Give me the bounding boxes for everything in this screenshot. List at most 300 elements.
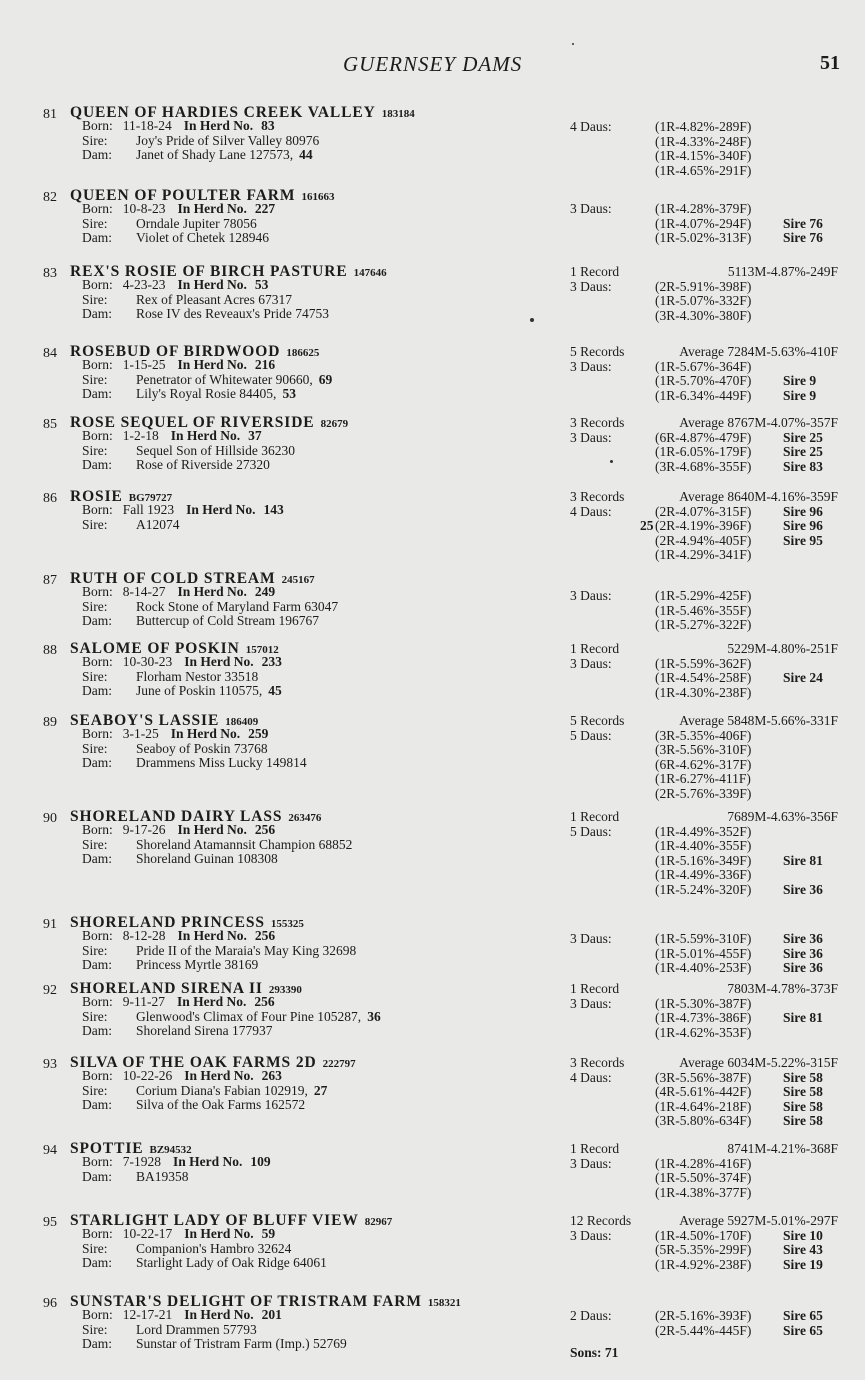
sire-line: [82, 373, 332, 388]
born-label: Born:: [82, 726, 113, 741]
daughter-record-value: (1R-5.70%-470F): [655, 373, 752, 389]
herd-number: 83: [261, 118, 275, 133]
entry-number: 90: [43, 811, 57, 826]
herd-label: In Herd No.: [177, 277, 247, 292]
sire-sire-number: 36: [367, 1008, 381, 1024]
registration-number: 245167: [281, 574, 315, 586]
pedigree-lines: [82, 503, 284, 532]
daughter-record-value: (3R-4.68%-355F): [655, 458, 752, 474]
pedigree-lines: [82, 119, 319, 163]
born-date: 1-15-25: [122, 357, 166, 372]
sire-line: [82, 444, 295, 459]
daughter-record-value: (1R-5.01%-455F): [655, 945, 752, 961]
dam-label: Dam:: [82, 147, 112, 163]
dam-parent-name: Lily's Royal Rosie 84405,: [136, 386, 277, 402]
dam-label: Dam:: [82, 1255, 112, 1271]
record-summary: [570, 982, 838, 997]
pedigree-lines: [82, 995, 381, 1039]
pedigree-lines: [82, 655, 282, 699]
sons-count: Sons: 71: [570, 1345, 619, 1361]
born-date: 10-22-26: [122, 1068, 173, 1083]
print-speck: [530, 318, 534, 322]
record-summary: [570, 490, 838, 505]
entry-number: 92: [43, 983, 57, 998]
sire-line: [82, 1084, 327, 1099]
page-title: GUERNSEY DAMS: [343, 52, 523, 76]
daughter-sire: Sire 83: [783, 458, 823, 474]
sire-label: Sire:: [82, 668, 108, 684]
record-average: Average 8640M-4.16%-359F: [679, 489, 838, 504]
print-speck: [610, 460, 613, 463]
born-label: Born:: [82, 584, 113, 599]
born-label: Born:: [82, 201, 113, 216]
daughter-sire: Sire 19: [783, 1256, 823, 1272]
record-average: Average 7284M-5.63%-410F: [679, 344, 838, 359]
entry-number: 84: [43, 346, 57, 361]
sire-label: Sire:: [82, 132, 108, 148]
daughter-record-value: (1R-5.46%-355F): [655, 602, 752, 618]
dam-parent-name: Shoreland Sirena 177937: [136, 1023, 273, 1039]
daughter-sire: Sire 36: [783, 931, 823, 946]
dam-label: Dam:: [82, 957, 112, 973]
daughters-label: 3 Daus:: [570, 588, 612, 603]
page-number: 51: [820, 52, 840, 74]
daughters-label: 3 Daus:: [570, 429, 612, 445]
daughter-record-value: (1R-4.64%-218F): [655, 1098, 752, 1114]
daughter-sire: Sire 95: [783, 532, 823, 548]
sire-name: Sequel Son of Hillside 36230: [136, 442, 295, 458]
daughter-sire: Sire 43: [783, 1242, 823, 1258]
daughter-record-value: (1R-4.82%-289F): [655, 119, 752, 134]
herd-number: 256: [254, 928, 276, 943]
daughter-record-value: (1R-4.29%-341F): [655, 547, 752, 563]
sire-line: [82, 293, 329, 308]
sire-label: Sire:: [82, 215, 108, 231]
herd-number: 109: [250, 1154, 271, 1169]
pedigree-lines: [82, 429, 295, 473]
daughter-sire: Sire 25: [783, 429, 823, 445]
dam-label: Dam:: [82, 1336, 112, 1352]
daughter-record-value: (1R-4.92%-238F): [655, 1256, 752, 1272]
dam-line: [82, 852, 352, 867]
born-line: [82, 1308, 347, 1323]
herd-label: In Herd No.: [170, 726, 241, 741]
daughter-record-value: (1R-5.07%-332F): [655, 293, 752, 309]
registration-number: 186625: [286, 347, 320, 359]
dam-line: [82, 1098, 327, 1113]
born-label: Born:: [82, 1226, 113, 1241]
born-date: Fall 1923: [122, 502, 175, 517]
sire-name: Orndale Jupiter 78056: [136, 215, 257, 231]
sire-label: Sire:: [82, 442, 108, 458]
herd-label: In Herd No.: [170, 428, 241, 443]
dam-sire-number: 45: [268, 683, 282, 699]
dam-label: Dam:: [82, 1097, 112, 1113]
daughter-record-value: (3R-5.35%-406F): [655, 727, 752, 743]
pedigree-lines: [82, 1069, 327, 1113]
dam-line: [82, 1337, 347, 1352]
daughters-label: 4 Daus:: [570, 119, 612, 134]
daughter-record-value: (1R-5.24%-320F): [655, 881, 752, 897]
sire-label: Sire:: [82, 1008, 108, 1024]
herd-label: In Herd No.: [183, 118, 254, 133]
record-average: Average 5927M-5.01%-297F: [679, 1213, 838, 1228]
born-line: [82, 995, 381, 1010]
herd-label: In Herd No.: [184, 1307, 254, 1322]
daughter-record-value: (6R-4.87%-479F): [655, 429, 752, 445]
born-line: [82, 358, 332, 373]
entry-number: 89: [43, 715, 57, 730]
daughter-record-value: (1R-5.29%-425F): [655, 588, 752, 603]
daughter-record-value: (1R-4.49%-352F): [655, 823, 752, 839]
sire-label: Sire:: [82, 598, 108, 614]
daughters-label: 3 Daus:: [570, 655, 612, 671]
daughter-sire: Sire 58: [783, 1084, 823, 1100]
dam-parent-name: Rose of Riverside 27320: [136, 457, 270, 473]
registration-number: BZ94532: [149, 1144, 192, 1156]
daughter-sire: Sire 96: [783, 518, 823, 534]
daughter-record-value: (5R-5.35%-299F): [655, 1242, 752, 1258]
sire-name: Florham Nestor 33518: [136, 668, 259, 684]
daughter-record-value: (1R-5.50%-374F): [655, 1170, 752, 1186]
dam-parent-name: Violet of Chetek 128946: [136, 230, 270, 246]
daughter-sire: Sire 58: [783, 1113, 823, 1129]
dam-parent-name: Silva of the Oak Farms 162572: [136, 1097, 306, 1113]
print-speck: [572, 43, 574, 45]
entry-number: 88: [43, 643, 57, 658]
pedigree-lines: [82, 585, 338, 629]
sire-name: Corium Diana's Fabian 102919,: [136, 1082, 308, 1098]
record-average: Average 8767M-4.07%-357F: [679, 415, 838, 430]
dam-parent-name: June of Poskin 110575,: [136, 683, 263, 699]
entry-number: 83: [43, 266, 57, 281]
daughter-record-value: (2R-4.94%-405F): [655, 532, 752, 548]
born-date: 8-14-27: [122, 584, 166, 599]
daughter-record-value: (1R-4.07%-294F): [655, 215, 752, 231]
dam-sire-number: 53: [282, 386, 296, 402]
daughters-label: 4 Daus:: [570, 1069, 612, 1085]
registration-number: 263476: [288, 812, 322, 824]
born-date: 9-11-27: [122, 994, 166, 1009]
dam-parent-name: Buttercup of Cold Stream 196767: [136, 613, 319, 629]
record-summary: [570, 265, 838, 280]
record-summary: [570, 345, 838, 360]
record-average: Average 6034M-5.22%-315F: [679, 1055, 838, 1070]
daughter-record-value: (6R-4.62%-317F): [655, 756, 752, 772]
daughter-record-value: (4R-5.61%-442F): [655, 1084, 752, 1100]
born-date: 4-23-23: [122, 277, 166, 292]
dam-line: [82, 756, 307, 771]
record-average: 5229M-4.80%-251F: [727, 641, 838, 656]
pedigree-lines: [82, 727, 307, 771]
daughter-record-value: (1R-6.27%-411F): [655, 771, 751, 787]
entry-number: 96: [43, 1296, 57, 1311]
daughter-record-value: (1R-4.38%-377F): [655, 1184, 752, 1200]
herd-number: 227: [254, 201, 276, 216]
entry-number: 85: [43, 417, 57, 432]
daughter-sire: Sire 25: [783, 444, 823, 460]
dam-name-text: SEABOY'S LASSIE: [70, 712, 220, 729]
dam-name-text: ROSEBUD OF BIRDWOOD: [70, 343, 281, 360]
daughters-label: 3 Daus:: [570, 278, 612, 294]
sire-label: Sire:: [82, 740, 108, 756]
daughter-sire: Sire 58: [783, 1098, 823, 1114]
daughter-record-value: (3R-5.80%-634F): [655, 1113, 752, 1129]
sire-label: Sire:: [82, 516, 108, 532]
pedigree-lines: [82, 202, 275, 246]
pedigree-lines: [82, 823, 352, 867]
dam-line: [82, 614, 338, 629]
daughters-label: 3 Daus:: [570, 995, 612, 1011]
dam-parent-name: BA19358: [136, 1168, 189, 1184]
herd-label: In Herd No.: [184, 654, 254, 669]
daughter-sire: Sire 9: [783, 373, 817, 389]
born-line: [82, 1227, 327, 1242]
daughter-sire: Sire 76: [783, 230, 823, 246]
daughter-record-value: (1R-6.34%-449F): [655, 387, 752, 403]
dam-parent-name: Shoreland Guinan 108308: [136, 851, 278, 867]
herd-number: 53: [254, 277, 269, 292]
herd-number: 249: [254, 584, 276, 599]
dam-parent-name: Sunstar of Tristram Farm (Imp.) 52769: [136, 1336, 347, 1352]
dam-parent-name: Starlight Lady of Oak Ridge 64061: [136, 1255, 327, 1271]
born-label: Born:: [82, 928, 113, 943]
sire-line: [82, 1323, 347, 1338]
sire-label: Sire:: [82, 291, 108, 307]
dam-sire-number: 44: [299, 147, 313, 163]
born-date: 10-8-23: [122, 201, 166, 216]
entry-number: 91: [43, 917, 57, 932]
daughter-record-value: (1R-4.49%-336F): [655, 867, 752, 883]
herd-number: 201: [261, 1307, 282, 1322]
daughter-sire: Sire 24: [783, 670, 823, 686]
daughters-label: 3 Daus:: [570, 358, 612, 374]
sire-name: Rock Stone of Maryland Farm 63047: [136, 598, 339, 614]
daughter-record-value: (2R-5.91%-398F): [655, 278, 752, 294]
sire-name: Shoreland Atamannsit Champion 68852: [136, 836, 353, 852]
daughter-sire: Sire 76: [783, 215, 823, 231]
dam-line: [82, 1024, 381, 1039]
sire-label: Sire:: [82, 836, 108, 852]
daughter-sire: Sire 58: [783, 1069, 823, 1085]
daughter-sire: Sire 36: [783, 960, 823, 976]
record-average: 7689M-4.63%-356F: [727, 809, 838, 824]
registration-number: 82679: [320, 418, 349, 430]
dam-name-text: SALOME OF POSKIN: [70, 640, 240, 657]
record-summary: [570, 714, 838, 729]
daughter-sire: Sire 10: [783, 1227, 823, 1243]
entry-number: 94: [43, 1143, 57, 1158]
daughter-record-value: (1R-4.62%-353F): [655, 1024, 752, 1040]
sire-line: [82, 944, 356, 959]
daughter-sire: Sire 65: [783, 1322, 823, 1338]
born-date: 12-17-21: [122, 1307, 173, 1322]
daughter-sire: Sire 65: [783, 1308, 823, 1323]
record-summary: [570, 416, 838, 431]
record-average: 8741M-4.21%-368F: [727, 1141, 838, 1156]
dam-line: [82, 231, 275, 246]
record-count: 12 Records: [570, 1213, 632, 1228]
entry-number: 81: [43, 107, 57, 122]
sire-name: Rex of Pleasant Acres 67317: [136, 291, 292, 307]
dam-line: [82, 387, 332, 402]
dam-line: [82, 458, 295, 473]
dam-name-text: ROSE SEQUEL OF RIVERSIDE: [70, 414, 315, 431]
dam-label: Dam:: [82, 230, 112, 246]
daughter-record-value: (1R-5.16%-349F): [655, 852, 752, 868]
dam-line: [82, 1170, 271, 1185]
herd-label: In Herd No.: [184, 1226, 254, 1241]
born-label: Born:: [82, 118, 113, 133]
dam-line: [82, 148, 319, 163]
born-label: Born:: [82, 994, 113, 1009]
dam-name-text: REX'S ROSIE OF BIRCH PASTURE: [70, 263, 348, 280]
dam-parent-name: Princess Myrtle 38169: [136, 957, 259, 973]
registration-number: 222797: [322, 1058, 356, 1070]
dam-label: Dam:: [82, 755, 112, 771]
born-line: [82, 429, 295, 444]
born-date: 11-18-24: [122, 118, 172, 133]
born-line: [82, 929, 356, 944]
registration-number: 183184: [381, 108, 415, 120]
sire-name: Lord Drammen 57793: [136, 1321, 257, 1337]
dam-name-text: ROSIE: [70, 488, 123, 505]
born-line: [82, 1155, 271, 1170]
pedigree-lines: [82, 1308, 347, 1352]
herd-label: In Herd No.: [186, 502, 256, 517]
record-count: 3 Records: [570, 1055, 625, 1070]
dam-name-text: SHORELAND PRINCESS: [70, 914, 265, 931]
daughters-label: 3 Daus:: [570, 1227, 612, 1243]
registration-number: 155325: [270, 918, 304, 930]
record-average: 7803M-4.78%-373F: [727, 981, 838, 996]
pedigree-lines: [82, 1155, 271, 1184]
record-summary: [570, 1214, 838, 1229]
daughter-record-value: (2R-5.76%-339F): [655, 785, 752, 801]
daughter-sire: Sire 36: [783, 945, 823, 961]
herd-number: 256: [254, 822, 276, 837]
daughter-record-value: (1R-4.40%-355F): [655, 838, 752, 854]
dam-name-text: QUEEN OF HARDIES CREEK VALLEY: [70, 104, 376, 121]
entry-number: 95: [43, 1215, 57, 1230]
herd-number: 37: [248, 428, 262, 443]
herd-label: In Herd No.: [177, 822, 247, 837]
daughter-record-value: (2R-4.07%-315F): [655, 503, 752, 519]
record-count: 1 Record: [570, 809, 620, 824]
dam-line: [82, 958, 356, 973]
daughter-record-value: (1R-4.15%-340F): [655, 148, 752, 164]
entry-number: 93: [43, 1057, 57, 1072]
sire-line: [82, 1010, 381, 1025]
born-label: Born:: [82, 502, 113, 517]
sire-name: Glenwood's Climax of Four Pine 105287,: [136, 1008, 362, 1024]
daughter-record-value: (1R-4.28%-379F): [655, 201, 752, 216]
herd-number: 233: [261, 654, 282, 669]
registration-number: 82967: [364, 1216, 393, 1228]
registration-number: 158321: [427, 1297, 461, 1309]
dam-parent-name: Rose IV des Reveaux's Pride 74753: [136, 306, 330, 322]
registration-number: 147646: [353, 267, 387, 279]
born-label: Born:: [82, 428, 113, 443]
sire-name: Joy's Pride of Silver Valley 80976: [136, 132, 320, 148]
born-date: 10-30-23: [122, 654, 173, 669]
daughter-record-value: (1R-5.27%-322F): [655, 617, 752, 633]
herd-label: In Herd No.: [177, 994, 247, 1009]
born-line: [82, 655, 282, 670]
daughter-record-value: (1R-4.33%-248F): [655, 133, 752, 149]
daughter-record-value: (3R-4.30%-380F): [655, 307, 752, 323]
record-count: 1 Record: [570, 981, 620, 996]
registration-number: BG79727: [128, 492, 173, 504]
daughters-label: 2 Daus:: [570, 1308, 612, 1323]
born-date: 8-12-28: [122, 928, 166, 943]
daughter-record-value: (3R-5.56%-310F): [655, 742, 752, 758]
herd-number: 259: [248, 726, 269, 741]
daughter-record-value: (1R-5.02%-313F): [655, 230, 752, 246]
sire-label: Sire:: [82, 1082, 108, 1098]
dam-label: Dam:: [82, 1023, 112, 1039]
sire-sire-number: 69: [318, 371, 333, 387]
sire-name: Penetrator of Whitewater 90660,: [136, 371, 313, 387]
entry-number: 87: [43, 573, 57, 588]
born-label: Born:: [82, 1307, 113, 1322]
daughter-record-value: (1R-4.50%-170F): [655, 1227, 752, 1243]
daughter-prefix: 25: [640, 518, 654, 534]
record-count: 3 Records: [570, 415, 625, 430]
born-date: 3-1-25: [122, 726, 159, 741]
entry-number: 86: [43, 491, 57, 506]
born-line: [82, 202, 275, 217]
born-line: [82, 823, 352, 838]
dam-line: [82, 1256, 327, 1271]
daughters-label: 3 Daus:: [570, 931, 612, 946]
daughter-record-value: (1R-5.67%-364F): [655, 358, 752, 374]
record-average: 5113M-4.87%-249F: [727, 264, 838, 279]
sire-label: Sire:: [82, 942, 108, 958]
daughter-record-value: (1R-4.40%-253F): [655, 960, 752, 976]
born-date: 1-2-18: [122, 428, 159, 443]
daughters-label: 5 Daus:: [570, 823, 612, 839]
record-count: 5 Records: [570, 344, 625, 359]
record-count: 3 Records: [570, 489, 625, 504]
born-label: Born:: [82, 1068, 113, 1083]
daughters-label: 3 Daus:: [570, 201, 612, 216]
born-date: 9-17-26: [122, 822, 166, 837]
record-summary: [570, 642, 838, 657]
sire-name: Pride II of the Maraia's May King 32698: [136, 942, 357, 958]
daughter-sire: Sire 96: [783, 503, 823, 519]
dam-label: Dam:: [82, 386, 112, 402]
sire-label: Sire:: [82, 1240, 108, 1256]
sire-line: [82, 1242, 327, 1257]
born-line: [82, 1069, 327, 1084]
daughter-record-value: (2R-5.44%-445F): [655, 1322, 752, 1338]
daughter-sire: Sire 36: [783, 881, 823, 897]
sire-line: [82, 670, 282, 685]
daughter-record-value: (2R-5.16%-393F): [655, 1308, 752, 1323]
sire-line: [82, 518, 284, 533]
daughter-record-value: (1R-4.54%-258F): [655, 670, 752, 686]
pedigree-lines: [82, 1227, 327, 1271]
registration-number: 293390: [268, 984, 302, 996]
daughter-sire: Sire 81: [783, 1010, 823, 1026]
record-summary: [570, 1056, 838, 1071]
record-count: 5 Records: [570, 713, 625, 728]
daughter-record-value: (1R-4.28%-416F): [655, 1155, 752, 1171]
born-line: [82, 585, 338, 600]
daughter-record-value: (1R-4.65%-291F): [655, 162, 752, 178]
sire-sire-number: 27: [313, 1082, 328, 1098]
